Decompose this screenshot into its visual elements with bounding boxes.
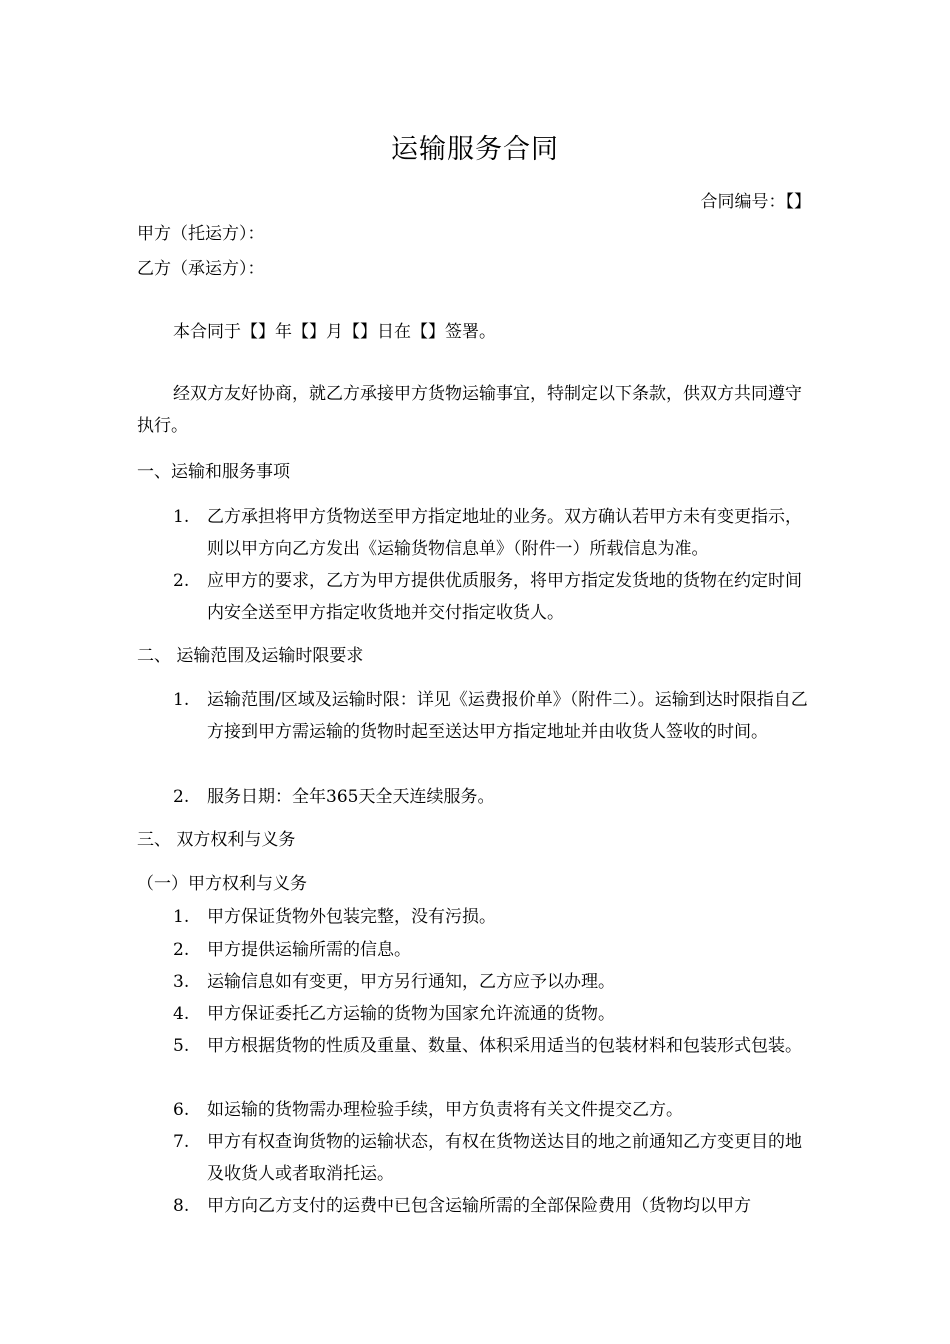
- item-number: 1.: [173, 507, 190, 527]
- list-item: 甲方根据货物的性质及重量、数量、体积采用适当的包装材料和包装形式包装。: [207, 1036, 802, 1056]
- signing-statement: 本合同于【】年【】月【】日在【】签署。: [173, 322, 496, 342]
- subsection-heading: （一）甲方权利与义务: [137, 874, 307, 894]
- party-b-label: 乙方（承运方）：: [137, 259, 265, 279]
- list-item: 应甲方的要求，乙方为甲方提供优质服务，将甲方指定发货地的货物在约定时间内安全送至甲方指定收货地并交付指定收货人。: [207, 571, 802, 623]
- party-a-label: 甲方（托运方）：: [137, 224, 265, 244]
- list-item: 甲方提供运输所需的信息。: [207, 940, 411, 960]
- section-heading: 三、 双方权利与义务: [137, 830, 296, 850]
- section-heading: 二、 运输范围及运输时限要求: [137, 646, 364, 666]
- section-heading: 一、运输和服务事项: [137, 462, 290, 482]
- list-item: 如运输的货物需办理检验手续，甲方负责将有关文件提交乙方。: [207, 1100, 683, 1120]
- item-number: 1.: [173, 907, 190, 927]
- list-item: 甲方向乙方支付的运费中已包含运输所需的全部保险费用（货物均以甲方: [207, 1196, 751, 1216]
- item-number: 2.: [173, 940, 190, 960]
- list-item: 运输信息如有变更，甲方另行通知，乙方应予以办理。: [207, 972, 615, 992]
- item-number: 1.: [173, 690, 190, 710]
- list-item: 甲方保证货物外包装完整，没有污损。: [207, 907, 496, 927]
- item-number: 8.: [173, 1196, 190, 1216]
- item-number: 5.: [173, 1036, 190, 1056]
- item-number: 7.: [173, 1132, 190, 1152]
- page-title: 运输服务合同: [391, 134, 559, 165]
- intro-paragraph: 经双方友好协商，就乙方承接甲方货物运输事宜，特制定以下条款，供双方共同遵守执行。: [137, 384, 802, 436]
- item-number: 6.: [173, 1100, 190, 1120]
- item-number: 2.: [173, 571, 190, 591]
- list-item: 甲方有权查询货物的运输状态，有权在货物送达目的地之前通知乙方变更目的地及收货人或者取消托运。: [207, 1132, 802, 1184]
- contract-number: 合同编号：【】: [700, 192, 811, 212]
- item-number: 4.: [173, 1004, 190, 1024]
- list-item: 运输范围/区域及运输时限：详见《运费报价单》（附件二）。运输到达时限指自乙方接到甲方需运输的货物时起至送达甲方指定地址并由收货人签收的时间。: [207, 690, 808, 742]
- list-item: 乙方承担将甲方货物送至甲方指定地址的业务。双方确认若甲方未有变更指示，则以甲方向乙方发出《运输货物信息单》（附件一）所载信息为准。: [207, 507, 802, 559]
- item-number: 3.: [173, 972, 190, 992]
- list-item: 服务日期：全年365天全天连续服务。: [207, 787, 495, 807]
- list-item: 甲方保证委托乙方运输的货物为国家允许流通的货物。: [207, 1004, 615, 1024]
- item-number: 2.: [173, 787, 190, 807]
